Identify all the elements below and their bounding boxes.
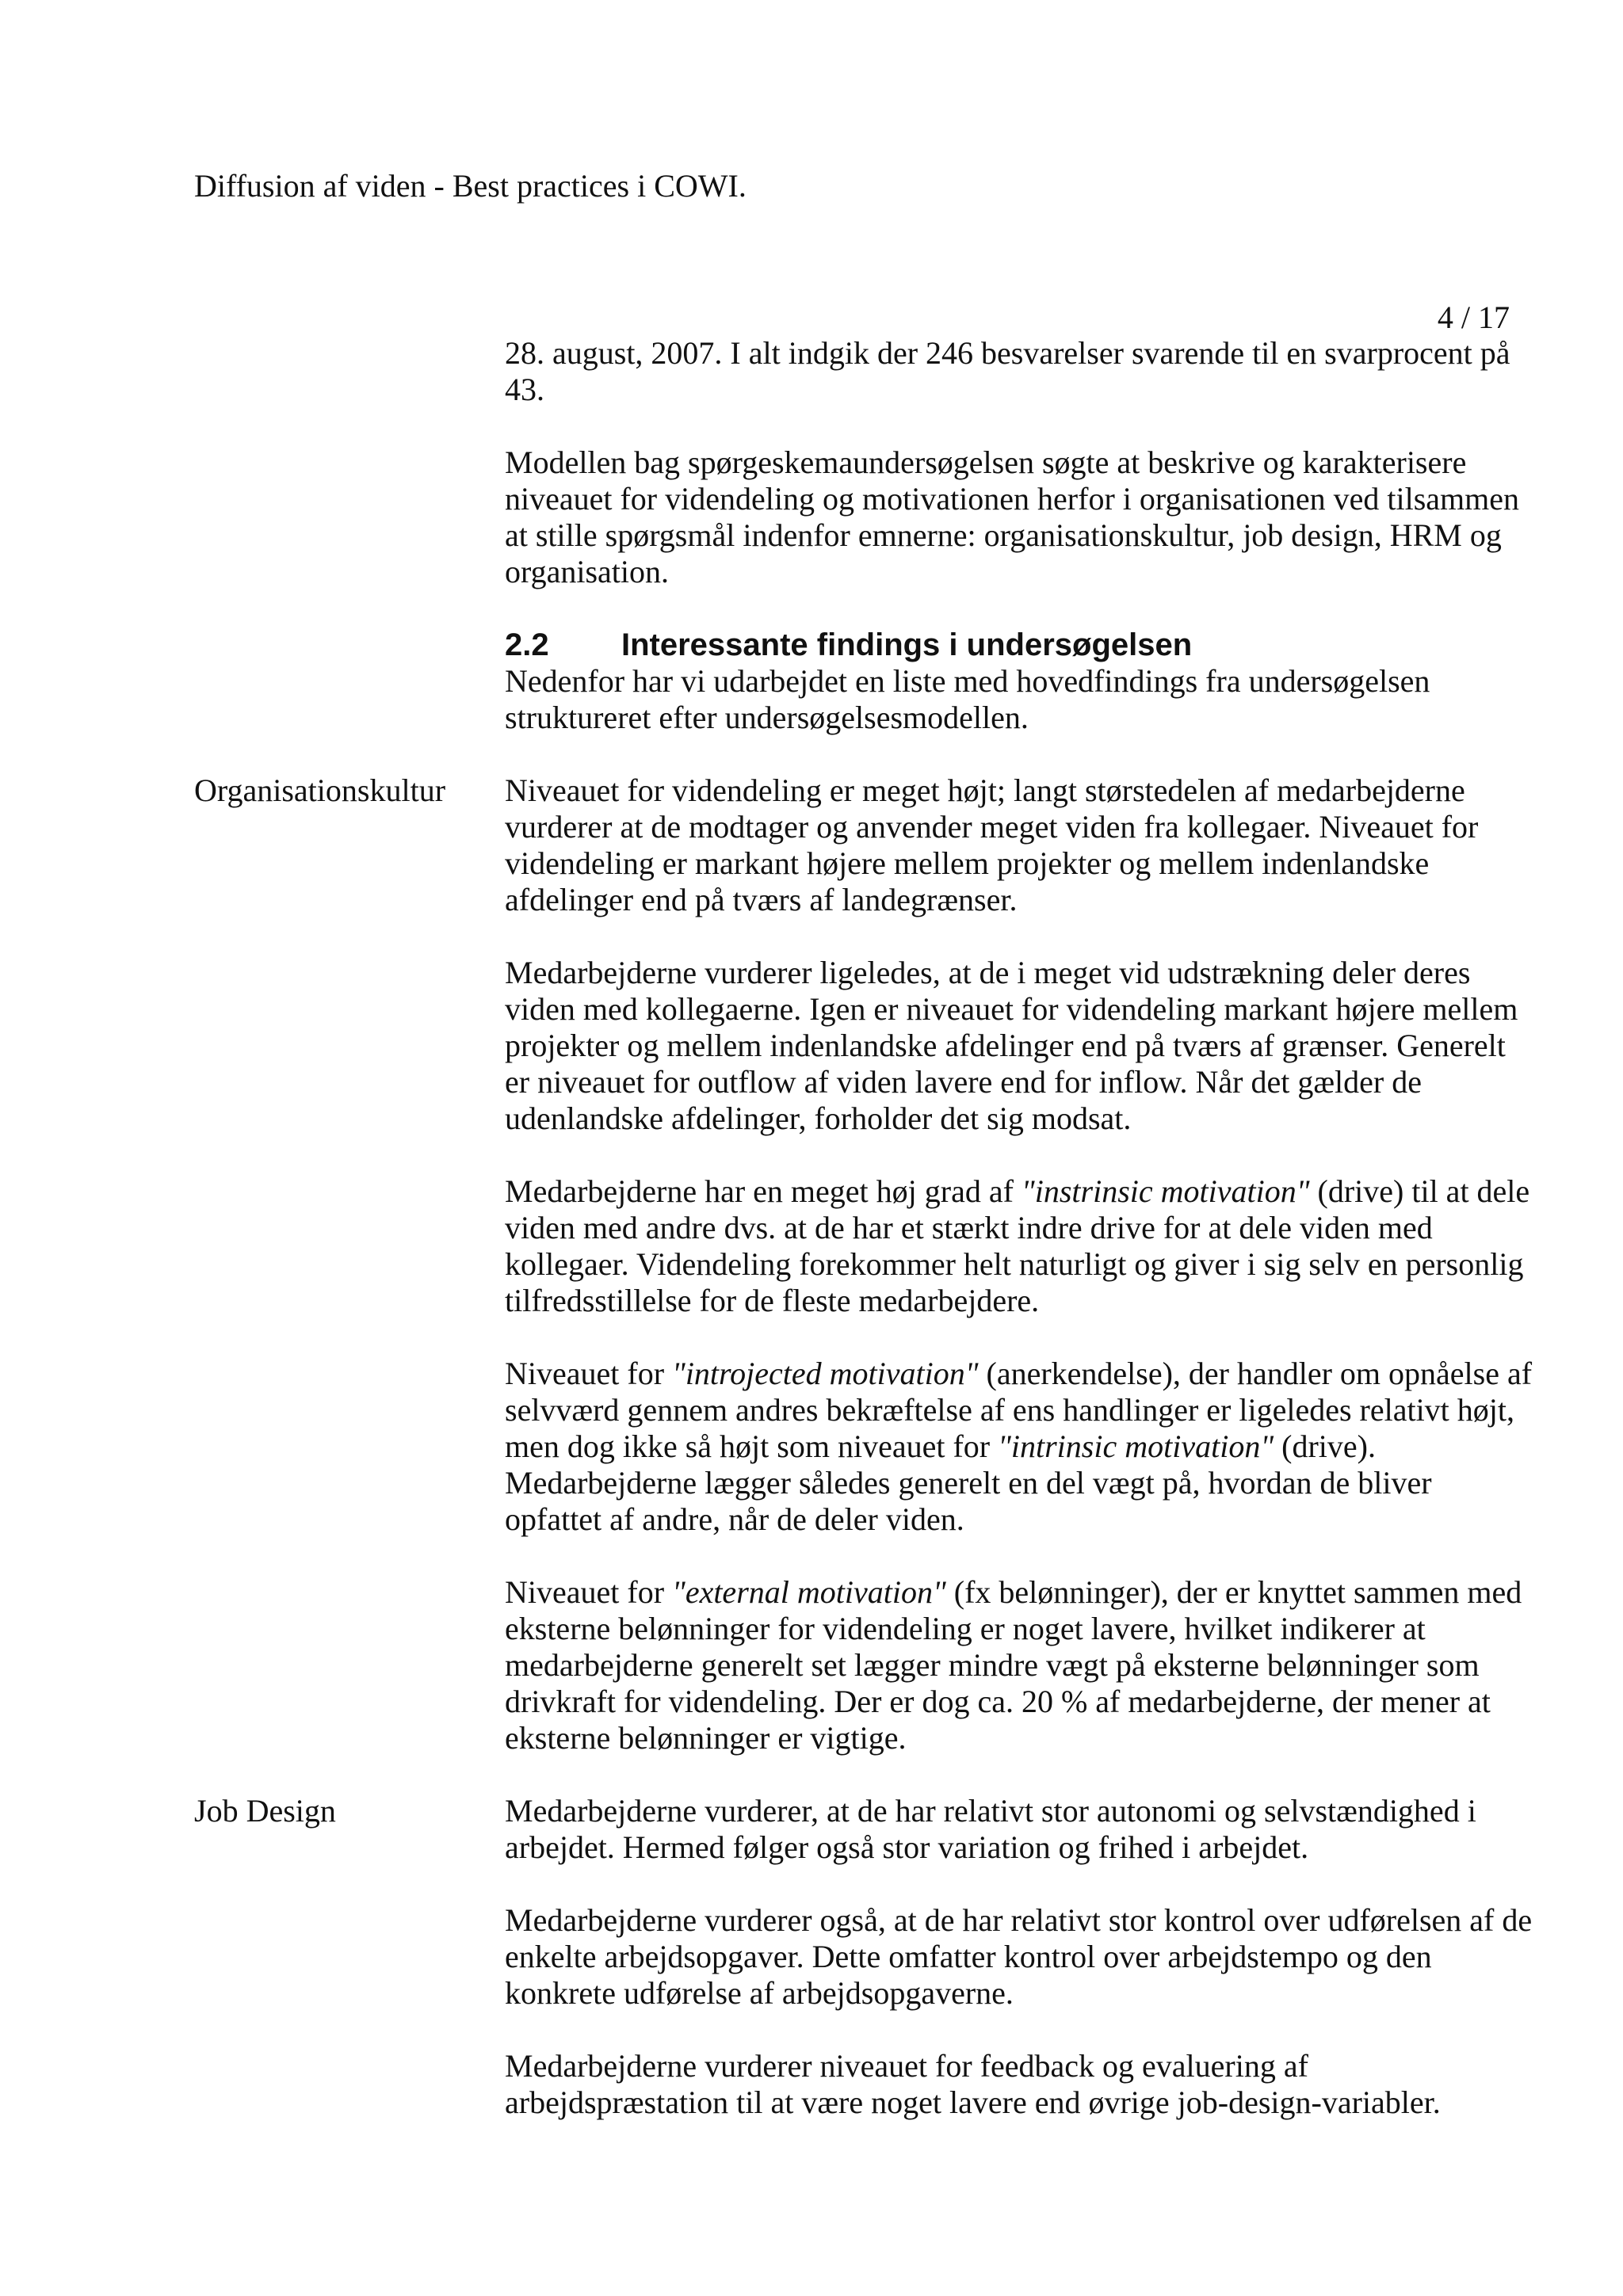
side-label-organisationskultur: Organisationskultur: [194, 772, 446, 808]
text-run: (drive). Medarbejderne lægger således generelt en del vægt på, hvordan de bliver opfattet af andre, når de deler viden.: [505, 1428, 1432, 1537]
job-design-paragraph-1: Medarbejderne vurderer, at de har relativt stor autonomi og selvstændighed i arbejdet. Hermed følger også stor variation og frihed i arbejdet.: [505, 1793, 1476, 1865]
italic-term: "intrinsic motivation": [998, 1428, 1274, 1464]
section-heading: [505, 627, 1535, 663]
text-run: (drive) til at dele viden med andre dvs. at de har et stærkt indre drive for at dele viden med kollegaer. Videndeling forekommer helt naturligt og giver i sig selv en personlig tilfredsstillelse for de fleste medarbejdere.: [505, 1173, 1530, 1318]
intro-paragraph-2: Modellen bag spørgeskemaundersøgelsen søgte at beskrive og karakterisere niveauet for videndeling og motivationen herfor i organisationen ved tilsammen at stille spørgsmål indenfor emnerne: organisationskultur, job design, HRM og organisation.: [505, 444, 1520, 589]
job-design-paragraph-2: Medarbejderne vurderer også, at de har relativt stor kontrol over udførelsen af de enkelte arbejdsopgaver. Dette omfatter kontrol over arbejdstempo og den konkrete udførelse af arbejdsopgaverne.: [505, 1902, 1533, 2011]
job-design-paragraph-3: Medarbejderne vurderer niveauet for feedback og evaluering af arbejdspræstation til at være noget lavere end øvrige job-design-variabler.: [505, 2048, 1441, 2120]
org-culture-block: [194, 772, 1535, 1756]
page-number: 4 / 17: [1437, 299, 1510, 335]
org-culture-paragraph-1: Niveauet for videndeling er meget højt; langt størstedelen af medarbejderne vurderer at de modtager og anvender meget viden fra kollegaer. Niveauet for videndeling er markant højere mellem projekter og mellem indenlandske afdelinger end på tværs af landegrænser.: [505, 772, 1479, 917]
job-design-block: [194, 1793, 1535, 2121]
org-culture-paragraph-5: [505, 1574, 1535, 1756]
org-culture-paragraph-4: [505, 1356, 1535, 1538]
section-title: Interessante findings i undersøgelsen: [621, 627, 1193, 662]
side-label-job-design: Job Design: [194, 1793, 336, 1829]
text-run: Medarbejderne har en meget høj grad af: [505, 1173, 1022, 1209]
section-number: 2.2: [505, 627, 549, 662]
text-run: Niveauet for: [505, 1356, 673, 1391]
org-culture-paragraph-3: [505, 1173, 1535, 1319]
italic-term: "external motivation": [672, 1574, 946, 1610]
text-run: Niveauet for: [505, 1574, 673, 1610]
italic-term: "instrinsic motivation": [1021, 1173, 1310, 1209]
text-run: (fx belønninger), der er knyttet sammen med eksterne belønninger for videndeling er noget lavere, hvilket indikerer at medarbejderne generelt set lægger mindre vægt på eksterne belønninger som drivkraft for videndeling. Der er dog ca. 20 % af medarbejderne, der mener at eksterne belønninger er vigtige.: [505, 1574, 1522, 1756]
text-run: (anerkendelse), der handler om opnåelse af selvværd gennem andres bekræftelse af ens handlinger er ligeledes relativt højt, men dog ikke så højt som niveauet for: [505, 1356, 1533, 1464]
intro-paragraph-1: 28. august, 2007. I alt indgik der 246 besvarelser svarende til en svarprocent på 43.: [505, 335, 1510, 407]
body-column: [194, 335, 1535, 2157]
italic-term: "introjected motivation": [672, 1356, 979, 1391]
running-header: Diffusion af viden - Best practices i COWI.: [194, 168, 747, 204]
org-culture-paragraph-2: Medarbejderne vurderer ligeledes, at de i meget vid udstrækning deler deres viden med kollegaerne. Igen er niveauet for videndeling markant højere mellem projekter og mellem indenlandske afdelinger end på tværs af grænser. Generelt er niveauet for outflow af viden lavere end for inflow. Når det gælder de udenlandske afdelinger, forholder det sig modsat.: [505, 955, 1518, 1136]
section-intro: Nedenfor har vi udarbejdet en liste med hovedfindings fra undersøgelsen struktureret efter undersøgelsesmodellen.: [505, 663, 1430, 735]
